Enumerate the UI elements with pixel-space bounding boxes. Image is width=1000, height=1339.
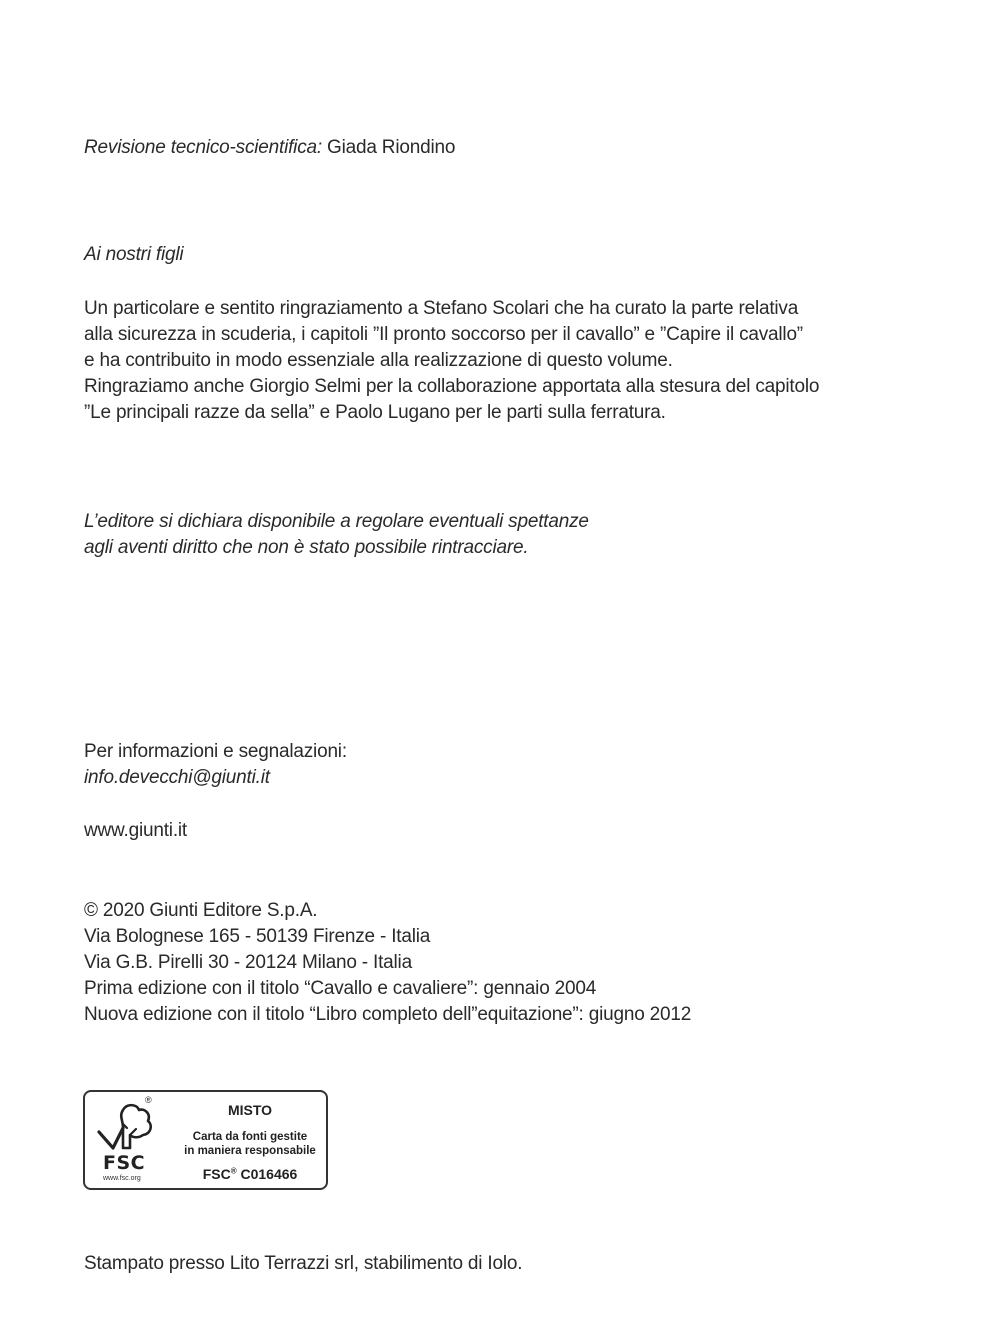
acknowledgement-line: Un particolare e sentito ringraziamento a Stefano Scolari che ha curato la parte relativa <box>84 298 799 319</box>
technical-review-credit <box>84 135 455 161</box>
publisher-note-line: L’editore si dichiara disponibile a regolare eventuali spettanze <box>84 511 589 532</box>
fsc-label: MISTO <box>227 1102 273 1118</box>
copyright-block <box>84 898 691 1028</box>
fsc-description-line: in maniera responsabile <box>184 1145 316 1157</box>
acknowledgement-line: e ha contribuito in modo essenziale alla realizzazione di questo volume. <box>84 350 673 371</box>
acknowledgement-line: alla sicurezza in scuderia, i capitoli ”Il pronto soccorso per il cavallo” e ”Capire il cavallo” <box>84 324 803 345</box>
copyright-line: © 2020 Giunti Editore S.p.A. <box>84 900 318 921</box>
copyright-line: Prima edizione con il titolo “Cavallo e cavaliere”: gennaio 2004 <box>84 978 597 999</box>
acknowledgements-paragraph <box>84 296 819 426</box>
publisher-note-line: agli aventi diritto che non è stato possibile rintracciare. <box>84 537 529 558</box>
printer-info: Stampato presso Lito Terrazzi srl, stabilimento di Iolo. <box>84 1253 523 1274</box>
credit-name: Giada Riondino <box>321 137 456 158</box>
fsc-code-number: C016466 <box>236 1166 298 1182</box>
copyright-line: Nuova edizione con il titolo “Libro completo dell”equitazione”: giugno 2012 <box>84 1004 692 1025</box>
copyright-line: Via G.B. Pirelli 30 - 20124 Milano - Italia <box>84 952 412 973</box>
acknowledgement-line: ”Le principali razze da sella” e Paolo Lugano per le parti sulla ferratura. <box>84 402 666 423</box>
fsc-wordmark: FSC <box>103 1152 146 1174</box>
fsc-tree-icon <box>93 1098 159 1158</box>
dedication: Ai nostri figli <box>84 244 184 265</box>
website-url: www.giunti.it <box>84 820 187 841</box>
fsc-description <box>175 1130 325 1158</box>
publisher-note <box>84 509 589 561</box>
acknowledgement-line: Ringraziamo anche Giorgio Selmi per la collaborazione apportata alla stesura del capitolo <box>84 376 820 397</box>
fsc-description-line: Carta da fonti gestite <box>192 1131 308 1143</box>
fsc-code-registered: ® <box>230 1166 237 1176</box>
contact-info <box>84 739 347 791</box>
contact-label: Per informazioni e segnalazioni: <box>84 741 347 762</box>
fsc-certification-logo <box>83 1090 328 1190</box>
fsc-code-prefix: FSC <box>202 1166 231 1182</box>
fsc-license-code <box>175 1166 325 1182</box>
credit-label: Revisione tecnico-scientifica: <box>84 137 322 158</box>
fsc-website: www.fsc.org <box>103 1175 141 1182</box>
copyright-line: Via Bolognese 165 - 50139 Firenze - Italia <box>84 926 431 947</box>
registered-mark: ® <box>145 1095 152 1105</box>
contact-email: info.devecchi@giunti.it <box>84 767 270 788</box>
